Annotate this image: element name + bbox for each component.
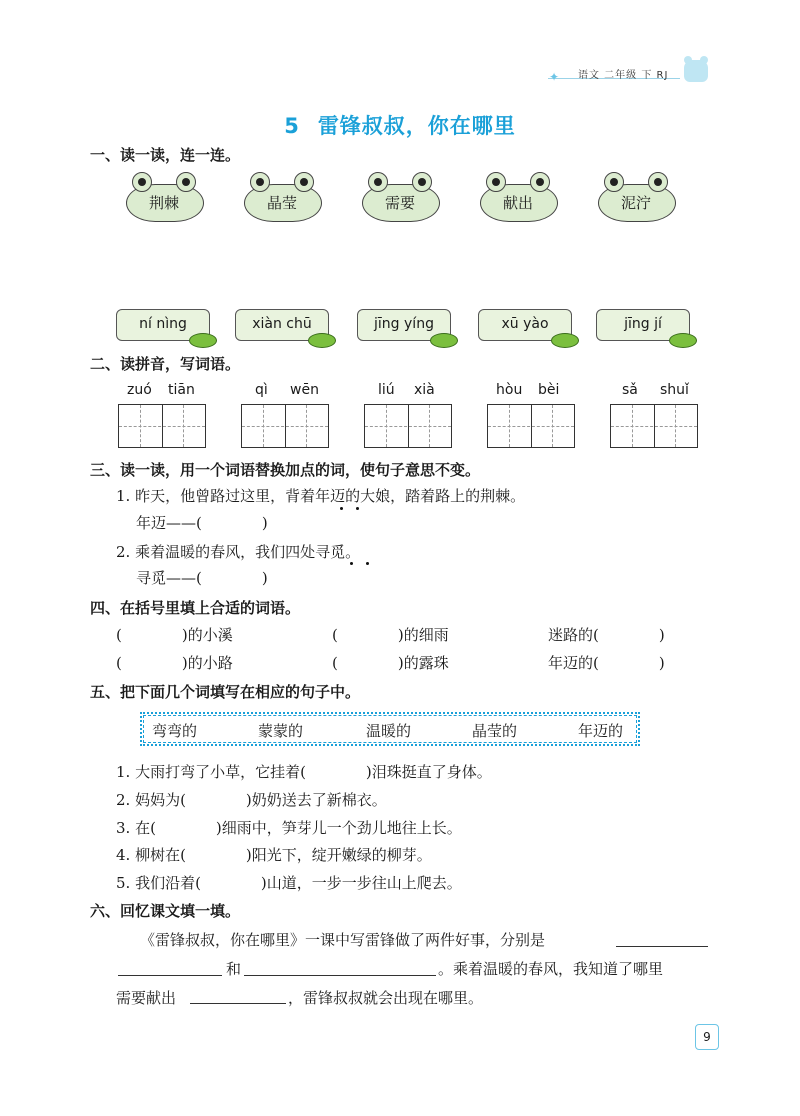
lesson-title [0, 110, 800, 140]
word-bank [140, 712, 640, 746]
leaf-icon [430, 333, 458, 348]
writing-grid[interactable] [610, 404, 698, 448]
leaf-icon [308, 333, 336, 348]
lily-pad-card [357, 309, 451, 341]
answer-blank[interactable] [190, 1003, 286, 1004]
lily-pad-card [235, 309, 329, 341]
leaf-icon [189, 333, 217, 348]
pinyin-syllable: tiān [168, 382, 195, 398]
pinyin-label: jīng jí [624, 316, 662, 332]
page-number: 9 [695, 1024, 719, 1050]
pinyin-label: jīng yíng [374, 316, 434, 332]
emphasis-dot [340, 507, 343, 510]
section5-heading: 五、把下面几个词填写在相应的句子中。 [90, 683, 361, 701]
recall-text-4: 需要献出 [116, 989, 177, 1007]
word-bank-item: 年迈的 [578, 722, 624, 740]
frog-card [480, 172, 556, 220]
fill-sentence[interactable]: 5. 我们沿着( )山道，一步一步往山上爬去。 [116, 874, 462, 892]
pinyin-label: xiàn chū [252, 316, 312, 332]
lily-pad-card [116, 309, 210, 341]
answer-blank[interactable] [616, 946, 708, 947]
emphasis-dot [356, 507, 359, 510]
frog-card [244, 172, 320, 220]
fill-phrase[interactable]: ( )的小路 [116, 654, 233, 672]
bear-icon [684, 60, 708, 82]
lesson-number: 5 [284, 114, 300, 138]
word-bank-item: 晶莹的 [472, 722, 518, 740]
fill-sentence[interactable]: 4. 柳树在( )阳光下，绽开嫩绿的柳芽。 [116, 846, 432, 864]
lesson-title-text: 雷锋叔叔，你在哪里 [317, 114, 516, 138]
question-2: 2. 乘着温暖的春风，我们四处寻觅。 [116, 543, 361, 561]
writing-grid[interactable] [487, 404, 575, 448]
emphasis-dot [366, 562, 369, 565]
pinyin-syllable: wēn [290, 382, 319, 398]
pinyin-syllable: sǎ [622, 382, 638, 398]
pinyin-syllable: hòu [496, 382, 523, 398]
word-bank-item: 弯弯的 [152, 722, 198, 740]
pinyin-label: xū yào [501, 316, 549, 332]
frog-word: 泥泞 [620, 194, 651, 212]
leaf-icon [669, 333, 697, 348]
pinyin-syllable: shuǐ [660, 382, 689, 398]
fill-phrase[interactable]: 迷路的( ) [548, 626, 665, 644]
pinyin-syllable: xià [414, 382, 435, 398]
fill-phrase[interactable]: ( )的露珠 [332, 654, 449, 672]
writing-grid[interactable] [241, 404, 329, 448]
lily-pad-card [478, 309, 572, 341]
section1-heading: 一、读一读，连一连。 [90, 146, 241, 164]
section4-heading: 四、在括号里填上合适的词语。 [90, 599, 301, 617]
frog-word: 荆棘 [148, 194, 179, 212]
question-1: 1. 昨天，他曾路过这里，背着年迈的大娘，踏着路上的荆棘。 [116, 487, 526, 505]
section6-heading: 六、回忆课文填一填。 [90, 902, 241, 920]
frog-word: 需要 [384, 194, 415, 212]
fill-phrase[interactable]: 年迈的( ) [548, 654, 665, 672]
frog-card [362, 172, 438, 220]
pinyin-syllable: qì [255, 382, 268, 398]
header-text: 语文 二年级 下 RJ [578, 70, 669, 81]
word-bank-item: 温暖的 [366, 722, 412, 740]
recall-text-2: 和 [226, 960, 242, 978]
recall-text-1: 《雷锋叔叔，你在哪里》一课中写雷锋做了两件好事，分别是 [140, 931, 546, 949]
pinyin-syllable: liú [378, 382, 395, 398]
lily-pad-card [596, 309, 690, 341]
answer-blank[interactable] [118, 975, 222, 976]
fill-sentence[interactable]: 2. 妈妈为( )奶奶送去了新棉衣。 [116, 791, 387, 809]
word-bank-item: 蒙蒙的 [258, 722, 304, 740]
fill-phrase[interactable]: ( )的细雨 [332, 626, 449, 644]
fill-sentence[interactable]: 3. 在( )细雨中，笋芽儿一个劲儿地往上长。 [116, 819, 462, 837]
writing-grid[interactable] [118, 404, 206, 448]
star-icon: ✦ [549, 70, 560, 84]
writing-grid[interactable] [364, 404, 452, 448]
recall-text-5: ，雷锋叔叔就会出现在哪里。 [288, 989, 484, 1007]
section3-heading: 三、读一读，用一个词语替换加点的词，使句子意思不变。 [90, 461, 481, 479]
leaf-icon [551, 333, 579, 348]
recall-text-3: 。乘着温暖的春风，我知道了哪里 [438, 960, 664, 978]
fill-sentence[interactable]: 1. 大雨打弯了小草，它挂着( )泪珠挺直了身体。 [116, 763, 492, 781]
frog-word: 晶莹 [266, 194, 297, 212]
frog-word: 献出 [502, 194, 533, 212]
pinyin-label: ní nìng [139, 316, 187, 332]
pinyin-syllable: zuó [127, 382, 152, 398]
answer-blank[interactable] [244, 975, 436, 976]
frog-card [598, 172, 674, 220]
frog-card [126, 172, 202, 220]
answer-1[interactable]: 年迈——( ) [136, 514, 268, 532]
pinyin-syllable: bèi [538, 382, 560, 398]
emphasis-dot [350, 562, 353, 565]
fill-phrase[interactable]: ( )的小溪 [116, 626, 233, 644]
section2-heading: 二、读拼音，写词语。 [90, 355, 241, 373]
answer-2[interactable]: 寻觅——( ) [136, 569, 268, 587]
